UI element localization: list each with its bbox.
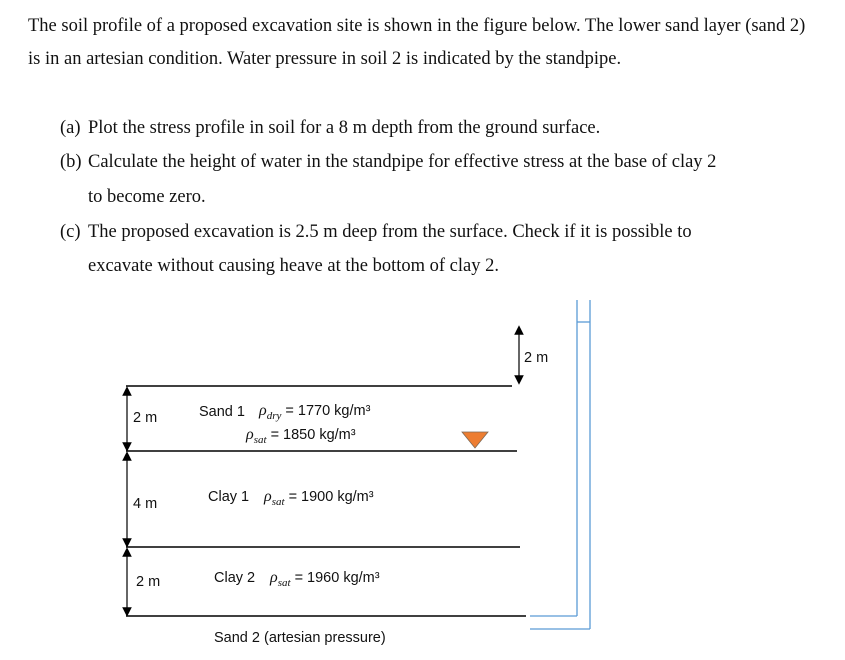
part-b-line2: to become zero. — [88, 187, 206, 207]
part-a-label: (a) — [60, 118, 81, 138]
rho-subscript: sat — [271, 495, 285, 508]
clay1-sat-density — [264, 488, 374, 508]
clay2-sat-density-value: = 1960 kg/m³ — [294, 570, 380, 586]
rho-subscript: sat — [277, 576, 291, 589]
part-c-line1: The proposed excavation is 2.5 m deep from the surface. Check if it is possible to — [88, 222, 692, 242]
clay2-thickness-label: 2 m — [136, 574, 161, 590]
part-a-text: Plot the stress profile in soil for a 8 m depth from the ground surface. — [88, 118, 601, 138]
sand2-label: Sand 2 (artesian pressure) — [214, 630, 386, 646]
sand1-label: Sand 1 — [199, 404, 245, 420]
clay1-sat-density-value: = 1900 kg/m³ — [288, 489, 374, 505]
sand1-dry-density-value: = 1770 kg/m³ — [285, 403, 371, 419]
part-b-label: (b) — [60, 152, 82, 172]
clay1-label: Clay 1 — [208, 489, 250, 505]
part-c-line2: excavate without causing heave at the bottom of clay 2. — [88, 256, 499, 276]
problem-intro: The soil profile of a proposed excavation site is shown in the figure below. The lower sand layer (sand 2) is in an artesian condition. Water pressure in soil 2 is indicated by the standpipe. — [28, 16, 806, 69]
sand1-thickness-label: 2 m — [133, 410, 158, 426]
sand1-sat-density-value: = 1850 kg/m³ — [270, 427, 356, 443]
sand1-dry-density — [259, 402, 370, 422]
rho-subscript: dry — [266, 409, 282, 422]
clay2-sat-density — [270, 569, 380, 589]
clay2-label: Clay 2 — [214, 570, 256, 586]
rho-subscript: sat — [253, 433, 267, 446]
rho-symbol: ρ — [264, 488, 272, 505]
part-c-label: (c) — [60, 222, 81, 242]
rho-symbol: ρ — [259, 402, 267, 419]
sand1-sat-density — [246, 426, 356, 446]
clay1-thickness-label: 4 m — [133, 496, 158, 512]
part-b-line1: Calculate the height of water in the standpipe for effective stress at the base of clay 2 — [88, 152, 717, 172]
water-table-icon — [462, 432, 488, 448]
rho-symbol: ρ — [270, 569, 278, 586]
rho-symbol: ρ — [246, 426, 254, 443]
standpipe-height-label: 2 m — [524, 350, 549, 366]
